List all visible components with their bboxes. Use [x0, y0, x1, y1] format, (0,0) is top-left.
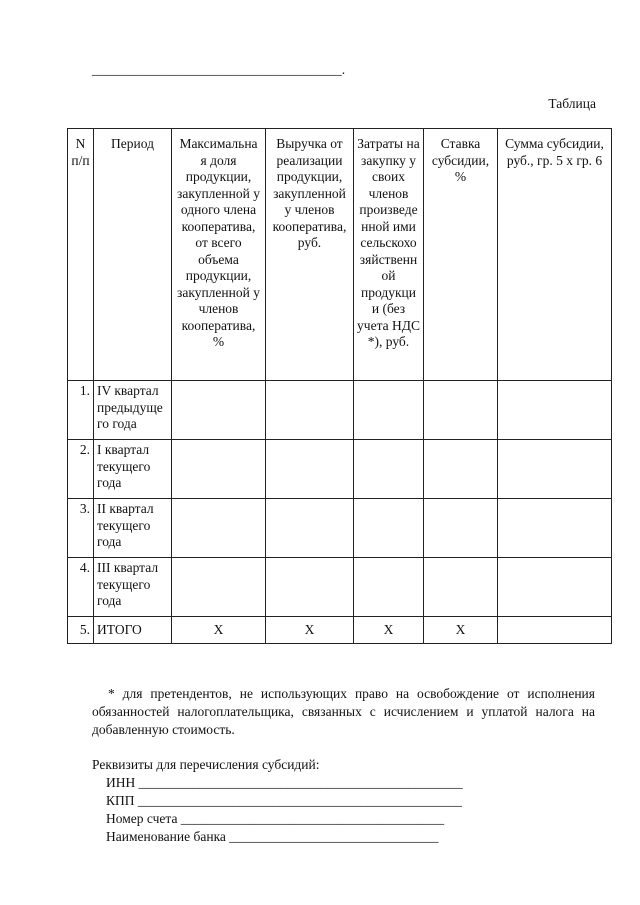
- cell-sum: [498, 499, 612, 558]
- bank-name-field: Наименование банка _______________________________: [106, 829, 439, 844]
- cell-sum: [498, 440, 612, 499]
- cell-max-share: X: [172, 617, 266, 644]
- cell-costs: X: [354, 617, 424, 644]
- footnote: * для претендентов, не использующих право на освобождение от исполнения обязанностей налогоплательщика, связанных с исчислением и уплатой налога на добавленную стоимость.: [92, 686, 595, 737]
- cell-rate: [424, 558, 498, 617]
- cell-costs: [354, 381, 424, 440]
- header-revenue: Выручка от реализации продукции, закупленной у членов кооператива, руб.: [266, 129, 354, 381]
- requisites-title: Реквизиты для перечисления субсидий:: [92, 757, 320, 772]
- cell-rate: [424, 381, 498, 440]
- cell-revenue: X: [266, 617, 354, 644]
- cell-revenue: [266, 499, 354, 558]
- cell-rate: [424, 499, 498, 558]
- row-number: 1.: [68, 381, 94, 440]
- row-number: 4.: [68, 558, 94, 617]
- cell-max-share: [172, 499, 266, 558]
- cell-rate: [424, 440, 498, 499]
- cell-max-share: [172, 381, 266, 440]
- account-number-field: Номер счета _______________________________________: [106, 811, 445, 826]
- cell-rate: X: [424, 617, 498, 644]
- cell-max-share: [172, 558, 266, 617]
- row-period: I квартал текущего года: [94, 440, 172, 499]
- requisites-block: [92, 756, 463, 846]
- header-rate: Ставка субсидии, %: [424, 129, 498, 381]
- header-max-share: Максимальна я доля продукции, закупленной у одного члена кооператива, от всего объема продукции, закупленной у членов кооператива, %: [172, 129, 266, 381]
- row-number: 3.: [68, 499, 94, 558]
- cell-max-share: [172, 440, 266, 499]
- row-number: 5.: [68, 617, 94, 644]
- cell-costs: [354, 440, 424, 499]
- cell-sum: [498, 617, 612, 644]
- row-period: III квартал текущего года: [94, 558, 172, 617]
- table-header-row: [68, 129, 612, 381]
- cell-revenue: [266, 440, 354, 499]
- table-row: [68, 558, 612, 617]
- header-costs: Затраты на закупку у своих членов произведе нной ими сельскохо зяйственн ой продукци и (без учета НДС *), руб.: [354, 129, 424, 381]
- header-sum: Сумма субсидии, руб., гр. 5 x гр. 6: [498, 129, 612, 381]
- cell-revenue: [266, 381, 354, 440]
- cell-sum: [498, 558, 612, 617]
- row-period: II квартал текущего года: [94, 499, 172, 558]
- table-row-total: [68, 617, 612, 644]
- table-row: [68, 440, 612, 499]
- cell-revenue: [266, 558, 354, 617]
- subsidy-table: [67, 128, 612, 644]
- kpp-field: КПП ________________________________________________: [106, 793, 462, 808]
- cell-costs: [354, 558, 424, 617]
- cell-costs: [354, 499, 424, 558]
- top-underline: _____________________________________.: [92, 62, 346, 77]
- table-row: [68, 381, 612, 440]
- cell-sum: [498, 381, 612, 440]
- row-number: 2.: [68, 440, 94, 499]
- inn-field: ИНН ________________________________________________: [106, 775, 463, 790]
- row-period: IV квартал предыдуще го года: [94, 381, 172, 440]
- header-period: Период: [94, 129, 172, 381]
- table-row: [68, 499, 612, 558]
- header-num: N п/п: [68, 129, 94, 381]
- row-period: ИТОГО: [94, 617, 172, 644]
- table-caption: Таблица: [548, 96, 596, 111]
